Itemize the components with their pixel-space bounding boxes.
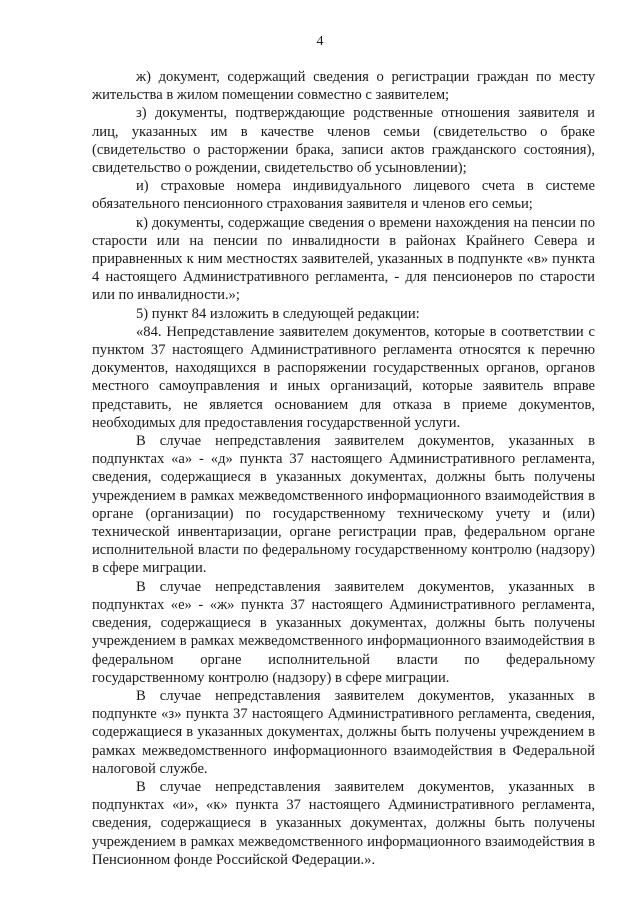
paragraph-84: «84. Непредставление заявителем документов, которые в соответствии с пунктом 37 настоящего Административного регламента относятся к перечню документов, находящихся в распоряжении государственных органов, органов местного самоуправления и иных организаций, которые заявитель вправе представить, не является основанием для отказа в приеме документов, необходимых для предоставления государственной услуги. (92, 323, 595, 431)
page-number: 4 (316, 34, 324, 49)
paragraph-case-a-d: В случае непредставления заявителем документов, указанных в подпунктах «а» - «д» пункта 37 настоящего Административного регламента, сведения, содержащиеся в указанных документах, должны быть получены учреждением в рамках межведомственного информационного взаимодействия в органе (организации) по государственному техническому учету и (или) технической инвентаризации, органе регистрации прав, федеральном органе исполнительной власти по федеральному государственному контролю (надзору) в сфере миграции. (92, 433, 595, 577)
paragraph-i: и) страховые номера индивидуального лицевого счета в системе обязательного пенсионного страхования заявителя и членов его семьи; (92, 178, 595, 213)
paragraph-case-i-k: В случае непредставления заявителем документов, указанных в подпунктах «и», «к» пункта 37 настоящего Административного регламента, сведения, содержащиеся в указанных документах, должны быть получены учреждением в рамках межведомственного информационного взаимодействия в Пенсионном фонде Российской Федерации.». (92, 778, 595, 868)
paragraph-item-5: 5) пункт 84 изложить в следующей редакции: (136, 305, 420, 322)
paragraph-k: к) документы, содержащие сведения о времени нахождения на пенсии по старости или на пенсии по инвалидности в районах Крайнего Севера и приравненных к ним местностях заявителей, указанных в подпункте «в» пункта 4 настоящего Административного регламента, - для пенсионеров по старости или по инвалидности.»; (92, 214, 595, 304)
paragraph-case-z: В случае непредставления заявителем документов, указанных в подпункте «з» пункта 37 настоящего Административного регламента, сведения, содержащиеся в указанных документах, должны быть получены учреждением в рамках межведомственного информационного взаимодействия в Федеральной налоговой службе. (92, 687, 595, 777)
document-body (92, 68, 595, 869)
paragraph-zh: ж) документ, содержащий сведения о регистрации граждан по месту жительства в жилом помещении совместно с заявителем; (92, 69, 595, 104)
paragraph-z: з) документы, подтверждающие родственные отношения заявителя и лиц, указанных им в качестве членов семьи (свидетельство о браке (свидетельство о расторжении брака, записи актов гражданского состояния), свидетельство о рождении, свидетельство об усыновлении); (92, 105, 595, 177)
paragraph-case-e-zh: В случае непредставления заявителем документов, указанных в подпунктах «е» - «ж» пункта 37 настоящего Административного регламента, сведения, содержащиеся в указанных документах, должны быть получены учреждением в рамках межведомственного информационного взаимодействия в федеральном органе исполнительной власти по федеральному государственному контролю (надзору) в сфере миграции. (92, 578, 595, 686)
